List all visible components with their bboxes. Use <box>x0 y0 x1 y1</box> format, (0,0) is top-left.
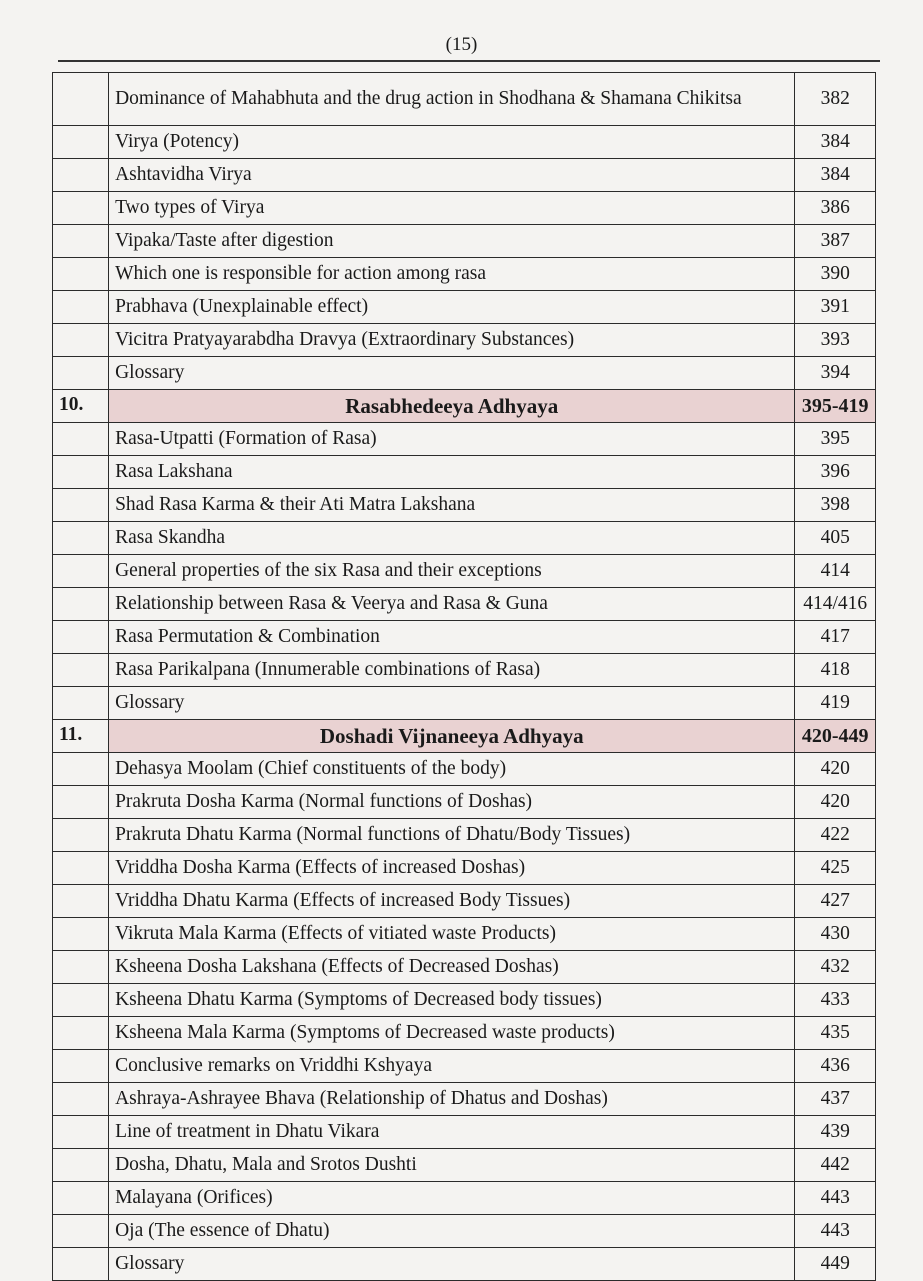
toc-row <box>53 687 876 720</box>
page-ref: 443 <box>795 1182 876 1215</box>
toc-row <box>53 984 876 1017</box>
toc-row <box>53 1182 876 1215</box>
topic-title: Prakruta Dosha Karma (Normal functions of Doshas) <box>109 786 795 819</box>
page-ref: 425 <box>795 852 876 885</box>
toc-row <box>53 1083 876 1116</box>
chapter-number <box>53 456 109 489</box>
toc-row <box>53 852 876 885</box>
toc-row <box>53 225 876 258</box>
toc-row <box>53 588 876 621</box>
toc-row <box>53 73 876 126</box>
topic-title: Glossary <box>109 687 795 720</box>
toc-row <box>53 1215 876 1248</box>
toc-row <box>53 258 876 291</box>
toc-row <box>53 1050 876 1083</box>
page-ref: 384 <box>795 126 876 159</box>
topic-title: Malayana (Orifices) <box>109 1182 795 1215</box>
topic-title: Ksheena Dosha Lakshana (Effects of Decreased Doshas) <box>109 951 795 984</box>
topic-title: Oja (The essence of Dhatu) <box>109 1215 795 1248</box>
toc-row <box>53 621 876 654</box>
chapter-number <box>53 753 109 786</box>
chapter-number <box>53 1248 109 1281</box>
chapter-title: Doshadi Vijnaneeya Adhyaya <box>109 720 795 753</box>
page-ref: 414 <box>795 555 876 588</box>
toc-row <box>53 1017 876 1050</box>
toc-row <box>53 753 876 786</box>
toc-row <box>53 951 876 984</box>
chapter-number <box>53 423 109 456</box>
topic-title: Ksheena Mala Karma (Symptoms of Decreased waste products) <box>109 1017 795 1050</box>
topic-title: Vriddha Dosha Karma (Effects of increased Doshas) <box>109 852 795 885</box>
chapter-number <box>53 258 109 291</box>
topic-title: Glossary <box>109 1248 795 1281</box>
topic-title: Dominance of Mahabhuta and the drug action in Shodhana & Shamana Chikitsa <box>109 73 795 126</box>
toc-row <box>53 555 876 588</box>
chapter-number <box>53 819 109 852</box>
topic-title: Conclusive remarks on Vriddhi Kshyaya <box>109 1050 795 1083</box>
chapter-number <box>53 687 109 720</box>
chapter-number <box>53 1083 109 1116</box>
toc-row <box>53 1116 876 1149</box>
page-ref: 436 <box>795 1050 876 1083</box>
page-ref: 420 <box>795 786 876 819</box>
page-ref: 393 <box>795 324 876 357</box>
page-ref: 430 <box>795 918 876 951</box>
chapter-number: 10. <box>53 390 109 423</box>
toc-row <box>53 126 876 159</box>
toc-row <box>53 654 876 687</box>
chapter-number <box>53 588 109 621</box>
page-ref: 449 <box>795 1248 876 1281</box>
topic-title: Rasa Parikalpana (Innumerable combinations of Rasa) <box>109 654 795 687</box>
page-ref: 437 <box>795 1083 876 1116</box>
chapter-number <box>53 1215 109 1248</box>
chapter-page-range: 395-419 <box>795 390 876 423</box>
toc-row <box>53 357 876 390</box>
toc-row <box>53 522 876 555</box>
topic-title: Prakruta Dhatu Karma (Normal functions of Dhatu/Body Tissues) <box>109 819 795 852</box>
toc-row <box>53 885 876 918</box>
chapter-number <box>53 73 109 126</box>
page-ref: 386 <box>795 192 876 225</box>
topic-title: Rasa Permutation & Combination <box>109 621 795 654</box>
page-ref: 414/416 <box>795 588 876 621</box>
chapter-number <box>53 126 109 159</box>
topic-title: Dehasya Moolam (Chief constituents of the body) <box>109 753 795 786</box>
chapter-number <box>53 324 109 357</box>
toc-row <box>53 456 876 489</box>
page-ref: 394 <box>795 357 876 390</box>
chapter-number: 11. <box>53 720 109 753</box>
toc-row <box>53 192 876 225</box>
chapter-number <box>53 1116 109 1149</box>
page-ref: 418 <box>795 654 876 687</box>
chapter-number <box>53 984 109 1017</box>
chapter-row <box>53 720 876 753</box>
chapter-number <box>53 192 109 225</box>
chapter-number <box>53 1182 109 1215</box>
toc-row <box>53 159 876 192</box>
topic-title: Virya (Potency) <box>109 126 795 159</box>
topic-title: Relationship between Rasa & Veerya and Rasa & Guna <box>109 588 795 621</box>
topic-title: Line of treatment in Dhatu Vikara <box>109 1116 795 1149</box>
chapter-number <box>53 1050 109 1083</box>
page-ref: 422 <box>795 819 876 852</box>
chapter-page-range: 420-449 <box>795 720 876 753</box>
page-ref: 443 <box>795 1215 876 1248</box>
topic-title: Prabhava (Unexplainable effect) <box>109 291 795 324</box>
chapter-title: Rasabhedeeya Adhyaya <box>109 390 795 423</box>
page-ref: 391 <box>795 291 876 324</box>
chapter-number <box>53 522 109 555</box>
page-number: (15) <box>445 34 478 55</box>
topic-title: Rasa-Utpatti (Formation of Rasa) <box>109 423 795 456</box>
toc-row <box>53 423 876 456</box>
topic-title: Vicitra Pratyayarabdha Dravya (Extraordinary Substances) <box>109 324 795 357</box>
chapter-number <box>53 621 109 654</box>
page-ref: 398 <box>795 489 876 522</box>
page-ref: 439 <box>795 1116 876 1149</box>
page-ref: 396 <box>795 456 876 489</box>
toc-row <box>53 1149 876 1182</box>
topic-title: Rasa Lakshana <box>109 456 795 489</box>
table-of-contents <box>52 72 876 1281</box>
toc-row <box>53 918 876 951</box>
page-ref: 382 <box>795 73 876 126</box>
toc-row <box>53 1248 876 1281</box>
chapter-number <box>53 951 109 984</box>
page-ref: 384 <box>795 159 876 192</box>
toc-body <box>53 73 876 1281</box>
toc-row <box>53 291 876 324</box>
topic-title: Two types of Virya <box>109 192 795 225</box>
topic-title: Rasa Skandha <box>109 522 795 555</box>
page-ref: 432 <box>795 951 876 984</box>
page-ref: 390 <box>795 258 876 291</box>
header-rule <box>58 60 880 62</box>
topic-title: Glossary <box>109 357 795 390</box>
topic-title: Ashraya-Ashrayee Bhava (Relationship of Dhatus and Doshas) <box>109 1083 795 1116</box>
topic-title: Which one is responsible for action among rasa <box>109 258 795 291</box>
page-ref: 387 <box>795 225 876 258</box>
topic-title: Ksheena Dhatu Karma (Symptoms of Decreased body tissues) <box>109 984 795 1017</box>
page-ref: 405 <box>795 522 876 555</box>
toc-row <box>53 786 876 819</box>
chapter-number <box>53 1017 109 1050</box>
chapter-number <box>53 357 109 390</box>
toc-row <box>53 819 876 852</box>
topic-title: Vriddha Dhatu Karma (Effects of increased Body Tissues) <box>109 885 795 918</box>
page-ref: 435 <box>795 1017 876 1050</box>
topic-title: Ashtavidha Virya <box>109 159 795 192</box>
chapter-number <box>53 654 109 687</box>
chapter-number <box>53 489 109 522</box>
page-ref: 442 <box>795 1149 876 1182</box>
chapter-number <box>53 918 109 951</box>
toc-row <box>53 324 876 357</box>
topic-title: Vipaka/Taste after digestion <box>109 225 795 258</box>
chapter-number <box>53 291 109 324</box>
toc-row <box>53 489 876 522</box>
chapter-number <box>53 225 109 258</box>
page-ref: 427 <box>795 885 876 918</box>
chapter-number <box>53 555 109 588</box>
page-ref: 417 <box>795 621 876 654</box>
chapter-number <box>53 159 109 192</box>
topic-title: Dosha, Dhatu, Mala and Srotos Dushti <box>109 1149 795 1182</box>
page-ref: 395 <box>795 423 876 456</box>
chapter-row <box>53 390 876 423</box>
topic-title: Vikruta Mala Karma (Effects of vitiated waste Products) <box>109 918 795 951</box>
chapter-number <box>53 885 109 918</box>
chapter-number <box>53 786 109 819</box>
topic-title: Shad Rasa Karma & their Ati Matra Lakshana <box>109 489 795 522</box>
topic-title: General properties of the six Rasa and their exceptions <box>109 555 795 588</box>
page-ref: 433 <box>795 984 876 1017</box>
chapter-number <box>53 1149 109 1182</box>
page-ref: 419 <box>795 687 876 720</box>
chapter-number <box>53 852 109 885</box>
page-ref: 420 <box>795 753 876 786</box>
